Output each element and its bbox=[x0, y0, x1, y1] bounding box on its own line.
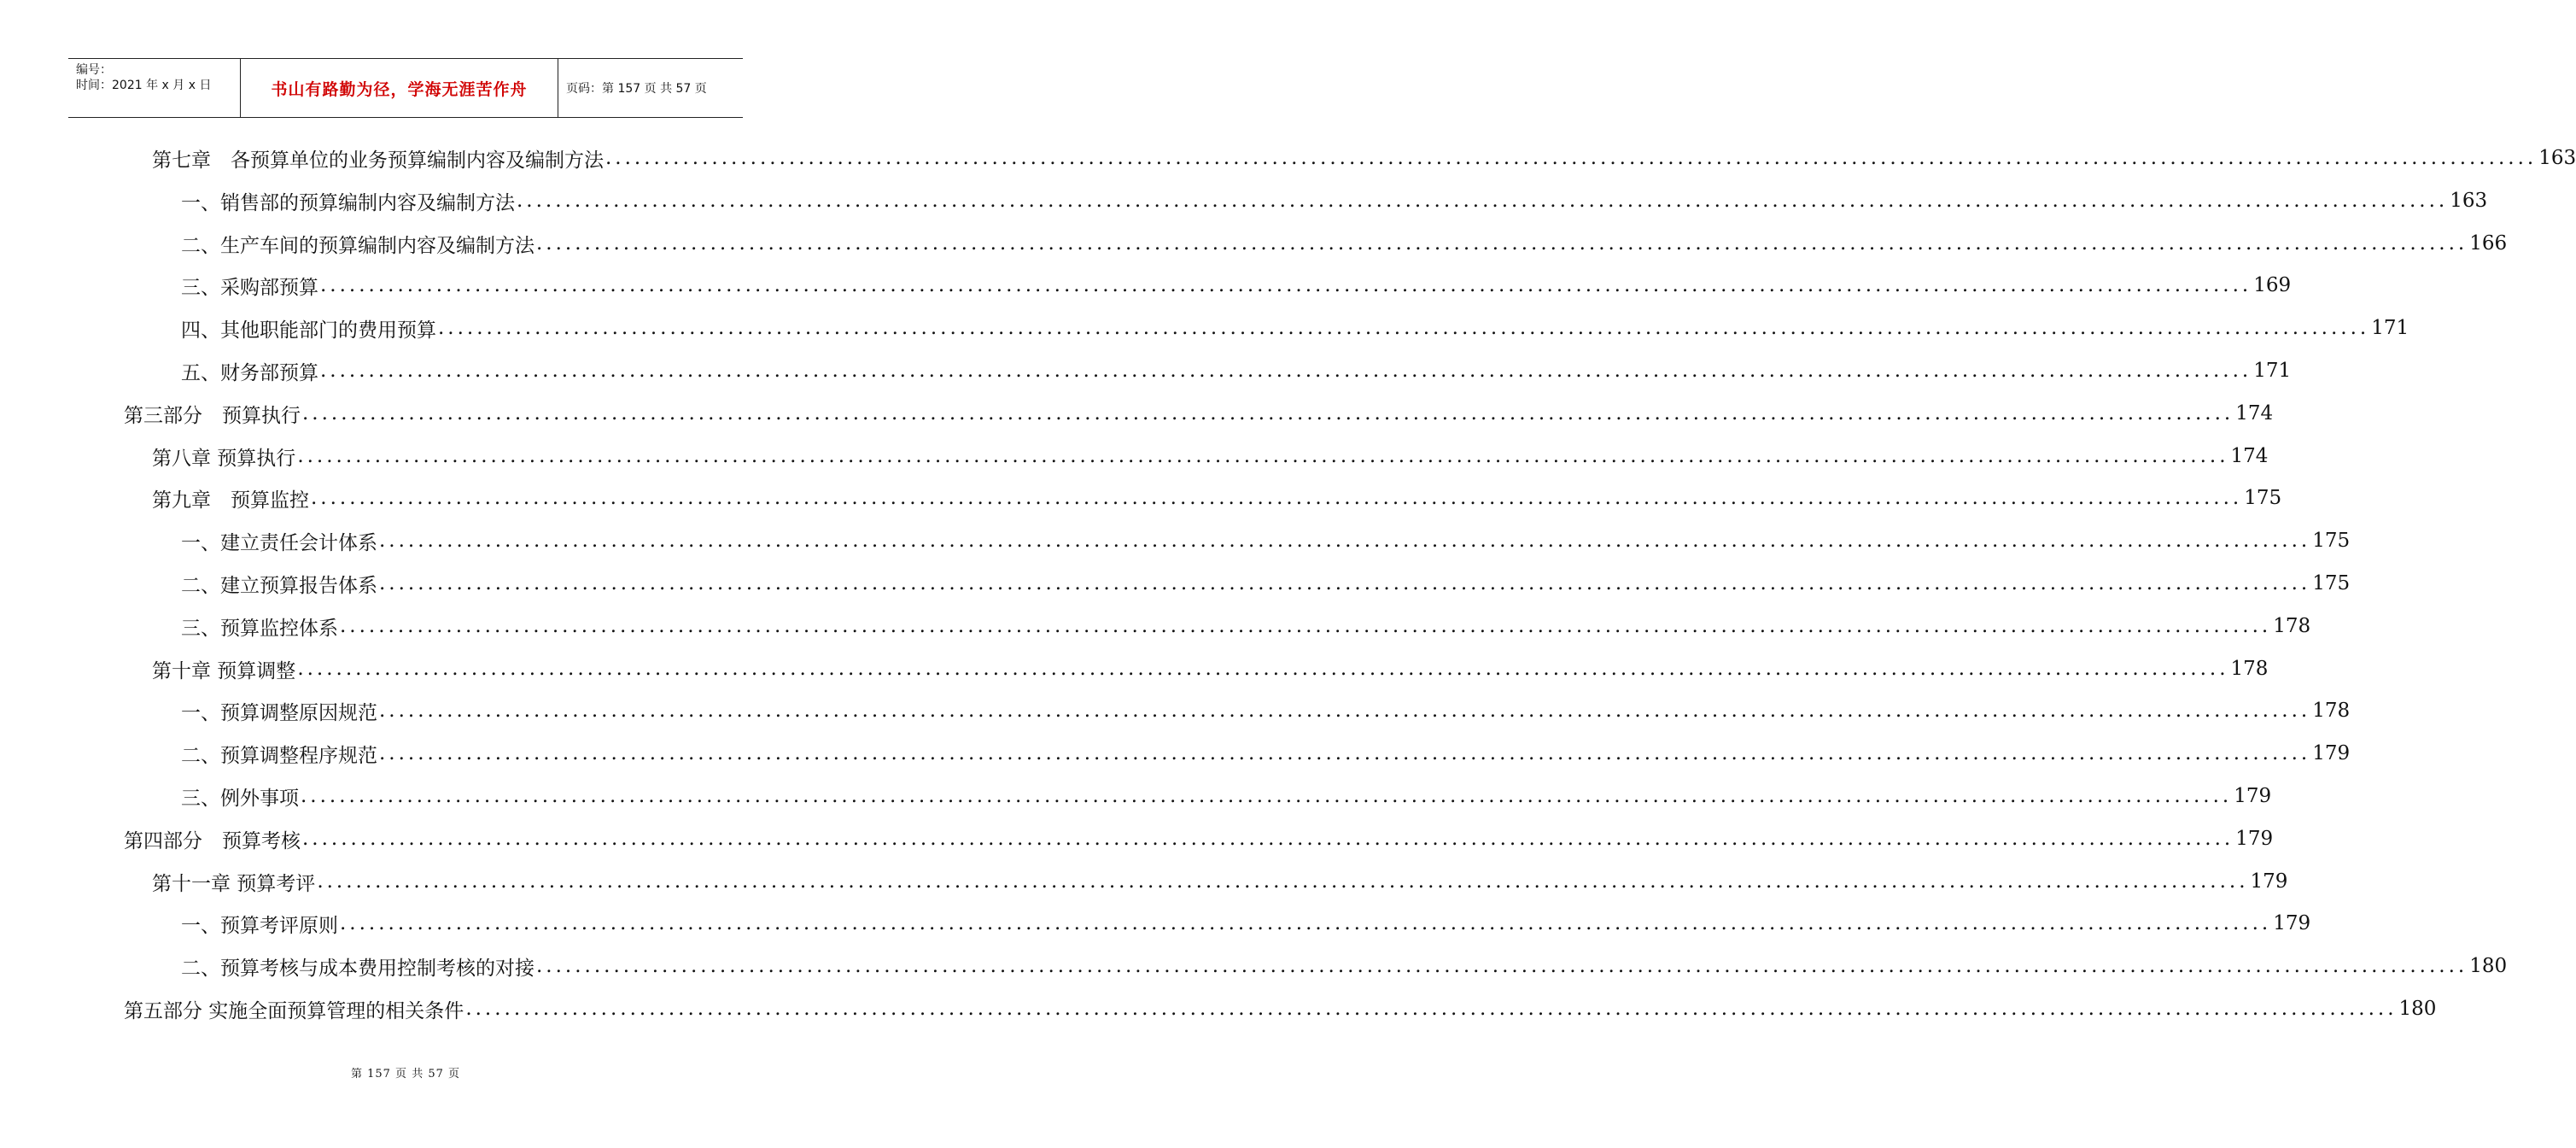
toc-leader-dots: ........................................................................................................................................................................................................ bbox=[536, 232, 2468, 255]
toc-entry[interactable] bbox=[181, 775, 2272, 817]
toc-leader-dots: ........................................................................................................................................................................................................ bbox=[605, 147, 2538, 169]
toc-leader-dots: ........................................................................................................................................................................................................ bbox=[320, 360, 2252, 382]
toc-leader-dots: ........................................................................................................................................................................................................ bbox=[379, 742, 2311, 764]
toc-leader-dots: ........................................................................................................................................................................................................ bbox=[302, 828, 2234, 850]
toc-entry-page: 178 bbox=[2273, 615, 2311, 637]
toc-leader-dots: ........................................................................................................................................................................................................ bbox=[517, 190, 2449, 212]
toc-entry-page: 179 bbox=[2235, 828, 2274, 850]
toc-entry[interactable] bbox=[181, 902, 2311, 945]
toc-entry-page: 179 bbox=[2250, 870, 2288, 893]
toc-entry[interactable] bbox=[124, 987, 2437, 1030]
toc-entry-page: 166 bbox=[2469, 232, 2508, 255]
toc-entry-page: 179 bbox=[2312, 742, 2351, 764]
toc-entry[interactable] bbox=[181, 264, 2292, 307]
toc-leader-dots: ........................................................................................................................................................................................................ bbox=[297, 658, 2229, 680]
toc-entry[interactable] bbox=[152, 137, 2576, 179]
toc-entry[interactable] bbox=[181, 349, 2292, 392]
toc-entry-title: 第五部分 实施全面预算管理的相关条件 bbox=[124, 999, 464, 1022]
toc-leader-dots: ........................................................................................................................................................................................................ bbox=[301, 785, 2233, 807]
toc-entry-page: 180 bbox=[2469, 955, 2508, 977]
header-page-info: 页码：第 157 页 共 57 页 bbox=[566, 82, 707, 96]
toc-entry[interactable] bbox=[181, 945, 2508, 987]
date-label: 时间：2021 年 x 月 x 日 bbox=[76, 79, 212, 92]
toc-entry-title: 二、预算调整程序规范 bbox=[181, 744, 377, 767]
toc-leader-dots: ........................................................................................................................................................................................................ bbox=[379, 530, 2311, 552]
page-header bbox=[68, 58, 743, 118]
toc-entry[interactable] bbox=[181, 605, 2311, 647]
toc-entry-page: 174 bbox=[2235, 402, 2274, 425]
toc-leader-dots: ........................................................................................................................................................................................................ bbox=[536, 955, 2468, 977]
page-footer: 第 157 页 共 57 页 bbox=[350, 1068, 461, 1081]
toc-entry-page: 169 bbox=[2253, 274, 2292, 296]
toc-entry-title: 一、预算调整原因规范 bbox=[181, 701, 377, 724]
toc-entry-page: 175 bbox=[2244, 487, 2282, 509]
toc-entry-title: 二、生产车间的预算编制内容及编制方法 bbox=[181, 234, 534, 257]
toc-entry-page: 171 bbox=[2253, 360, 2292, 382]
toc-entry-title: 三、预算监控体系 bbox=[181, 617, 338, 640]
toc-leader-dots: ........................................................................................................................................................................................................ bbox=[340, 912, 2272, 934]
toc-entry[interactable] bbox=[152, 435, 2269, 477]
toc-entry[interactable] bbox=[124, 817, 2274, 860]
toc-leader-dots: ........................................................................................................................................................................................................ bbox=[379, 700, 2311, 722]
toc-entry[interactable] bbox=[181, 222, 2508, 265]
toc-entry-page: 163 bbox=[2450, 190, 2488, 212]
toc-leader-dots: ........................................................................................................................................................................................................ bbox=[438, 317, 2370, 339]
toc-entry-title: 第十一章 预算考评 bbox=[152, 872, 316, 895]
toc-entry[interactable] bbox=[152, 477, 2282, 519]
toc-leader-dots: ........................................................................................................................................................................................................ bbox=[317, 870, 2249, 893]
toc-entry-title: 第八章 预算执行 bbox=[152, 447, 296, 470]
toc-entry-page: 178 bbox=[2312, 700, 2351, 722]
code-label: 编号： bbox=[76, 63, 112, 77]
toc-entry-page: 179 bbox=[2273, 912, 2311, 934]
toc-entry-title: 第十章 预算调整 bbox=[152, 659, 296, 682]
toc-entry[interactable] bbox=[181, 307, 2410, 349]
toc-entry-page: 174 bbox=[2230, 445, 2269, 467]
toc-entry[interactable] bbox=[181, 689, 2351, 732]
toc-leader-dots: ........................................................................................................................................................................................................ bbox=[379, 572, 2311, 594]
toc-entry-title: 二、建立预算报告体系 bbox=[181, 574, 377, 597]
toc-entry[interactable] bbox=[181, 179, 2488, 222]
toc-entry[interactable] bbox=[124, 392, 2274, 435]
toc-entry-title: 二、预算考核与成本费用控制考核的对接 bbox=[181, 957, 534, 980]
toc-entry-title: 三、例外事项 bbox=[181, 787, 299, 810]
toc-entry[interactable] bbox=[181, 519, 2351, 562]
toc-entry[interactable] bbox=[152, 860, 2288, 903]
toc-leader-dots: ........................................................................................................................................................................................................ bbox=[311, 487, 2243, 509]
toc-entry[interactable] bbox=[152, 647, 2269, 690]
toc-entry-title: 三、采购部预算 bbox=[181, 276, 318, 299]
toc-entry-title: 一、建立责任会计体系 bbox=[181, 531, 377, 554]
toc-entry-title: 四、其他职能部门的费用预算 bbox=[181, 319, 436, 342]
toc-entry-title: 一、预算考评原则 bbox=[181, 914, 338, 937]
toc-entry-page: 175 bbox=[2312, 572, 2351, 594]
toc-leader-dots: ........................................................................................................................................................................................................ bbox=[340, 615, 2272, 637]
toc-entry-title: 第七章 各预算单位的业务预算编制内容及编制方法 bbox=[152, 149, 604, 172]
toc-entry-page: 179 bbox=[2234, 785, 2272, 807]
toc-entry-title: 第四部分 预算考核 bbox=[124, 829, 301, 852]
toc-leader-dots: ........................................................................................................................................................................................................ bbox=[320, 274, 2252, 296]
toc-entry[interactable] bbox=[181, 562, 2351, 605]
toc-entry[interactable] bbox=[181, 732, 2351, 775]
toc-entry-page: 175 bbox=[2312, 530, 2351, 552]
header-meta bbox=[68, 59, 240, 117]
toc-entry-page: 163 bbox=[2538, 147, 2576, 169]
toc-leader-dots: ........................................................................................................................................................................................................ bbox=[297, 445, 2229, 467]
toc-leader-dots: ........................................................................................................................................................................................................ bbox=[302, 402, 2234, 425]
toc-entry-title: 五、财务部预算 bbox=[181, 361, 318, 384]
header-motto: 书山有路勤为径，学海无涯苦作舟 bbox=[240, 59, 558, 117]
toc-entry-page: 178 bbox=[2230, 658, 2269, 680]
toc-entry-page: 171 bbox=[2371, 317, 2410, 339]
toc-entry-title: 第九章 预算监控 bbox=[152, 489, 309, 512]
toc-entry-page: 180 bbox=[2398, 998, 2437, 1020]
toc-entry-title: 第三部分 预算执行 bbox=[124, 404, 301, 427]
toc-leader-dots: ........................................................................................................................................................................................................ bbox=[465, 998, 2398, 1020]
toc-entry-title: 一、销售部的预算编制内容及编制方法 bbox=[181, 191, 515, 214]
